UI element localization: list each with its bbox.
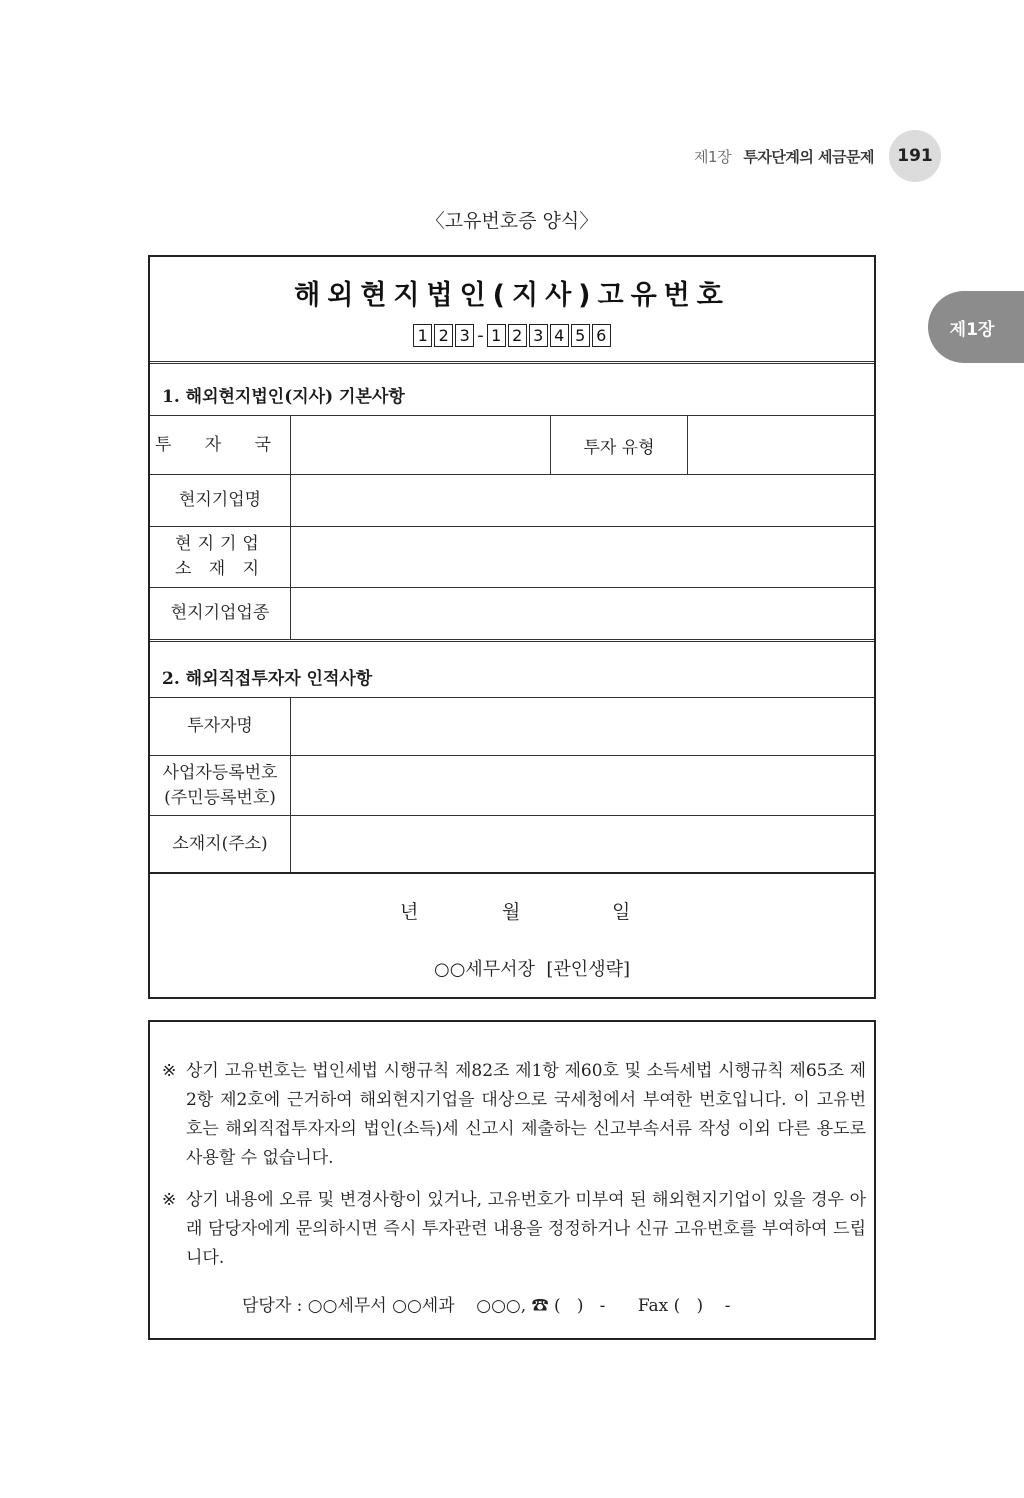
table-row — [150, 698, 874, 756]
investor-name-label: 투자자명 — [150, 698, 291, 755]
running-header-title: 투자단계의 세금문제 — [743, 148, 874, 166]
contact-line: 담당자 : ○○세무서 ○○세과 ○○○, ☎ ( ) - Fax ( ) - — [242, 1296, 731, 1316]
table-row — [150, 475, 874, 527]
section2-heading: 2. 해외직접투자자 인적사항 — [150, 642, 874, 698]
local-company-location-field[interactable] — [291, 527, 874, 587]
notice-text-2: 상기 내용에 오류 및 변경사항이 있거나, 고유번호가 미부여 된 해외현지기업이 있을 경우 아래 담당자에게 문의하시면 즉시 투자관련 내용을 정정하거나 신규 고유번호를 부여하여 드립니다. — [186, 1190, 866, 1268]
id-digit: 4 — [550, 324, 569, 347]
address-label: 소재지(주소) — [150, 816, 291, 872]
notice-box — [148, 1020, 876, 1340]
id-separator: - — [477, 325, 484, 346]
investment-country-field[interactable] — [291, 416, 550, 474]
id-digit: 1 — [413, 324, 432, 347]
id-digit: 3 — [529, 324, 548, 347]
notice-item — [162, 1057, 866, 1173]
table-row — [150, 816, 874, 874]
page-number: 191 — [889, 130, 941, 182]
address-field[interactable] — [291, 816, 874, 872]
id-digit: 2 — [434, 324, 453, 347]
table-row — [150, 416, 874, 475]
id-digit: 2 — [508, 324, 527, 347]
id-number — [150, 324, 874, 347]
notice-item — [162, 1186, 866, 1273]
section1-heading: 1. 해외현지법인(지사) 기본사항 — [150, 364, 874, 416]
id-digit: 5 — [571, 324, 590, 347]
table-row — [150, 527, 874, 588]
investment-type-label: 투자 유형 — [550, 416, 688, 474]
form-caption: 〈고유번호증 양식〉 — [425, 210, 599, 232]
form-title: 해외현지법인(지사)고유번호 — [294, 280, 730, 311]
chapter-side-tab: 제1장 — [928, 291, 1024, 363]
business-reg-field[interactable] — [291, 756, 874, 815]
id-digit: 3 — [455, 324, 474, 347]
table-row — [150, 588, 874, 642]
running-header-chapter: 제1장 — [694, 148, 732, 166]
investment-country-label: 투 자 국 — [150, 416, 291, 474]
id-digit: 6 — [592, 324, 611, 347]
reference-mark: ※ — [162, 1190, 177, 1210]
running-header — [694, 146, 874, 167]
business-reg-label: 사업자등록번호 (주민등록번호) — [150, 756, 291, 815]
local-company-name-field[interactable] — [291, 475, 874, 526]
table-row — [150, 756, 874, 816]
form-title-block — [150, 257, 874, 364]
date-month: 월 — [502, 901, 521, 923]
investment-type-field[interactable] — [688, 416, 874, 474]
id-digit: 1 — [487, 324, 506, 347]
date-day: 일 — [612, 901, 631, 923]
id-certificate-form — [148, 255, 876, 999]
local-industry-field[interactable] — [291, 588, 874, 639]
local-company-location-label: 현지기업 소 재 지 — [150, 527, 291, 587]
reference-mark: ※ — [162, 1061, 177, 1081]
date-year: 년 — [400, 901, 419, 923]
notice-text-1: 상기 고유번호는 법인세법 시행규칙 제82조 제1항 제60호 및 소득세법 시행규칙 제65조 제2항 제2호에 근거하여 해외현지기업을 대상으로 국세청에서 부여한 번호입니다. 이 고유번호는 해외직접투자자의 법인(소득)세 신고시 제출하는 신고부속서류 작성 이외 다른 용도로 사용할 수 없습니다. — [186, 1061, 866, 1168]
local-company-name-label: 현지기업명 — [150, 475, 291, 526]
local-industry-label: 현지기업업종 — [150, 588, 291, 639]
investor-name-field[interactable] — [291, 698, 874, 755]
issuer-line: ○○세무서장 [관인생략] — [433, 959, 630, 980]
